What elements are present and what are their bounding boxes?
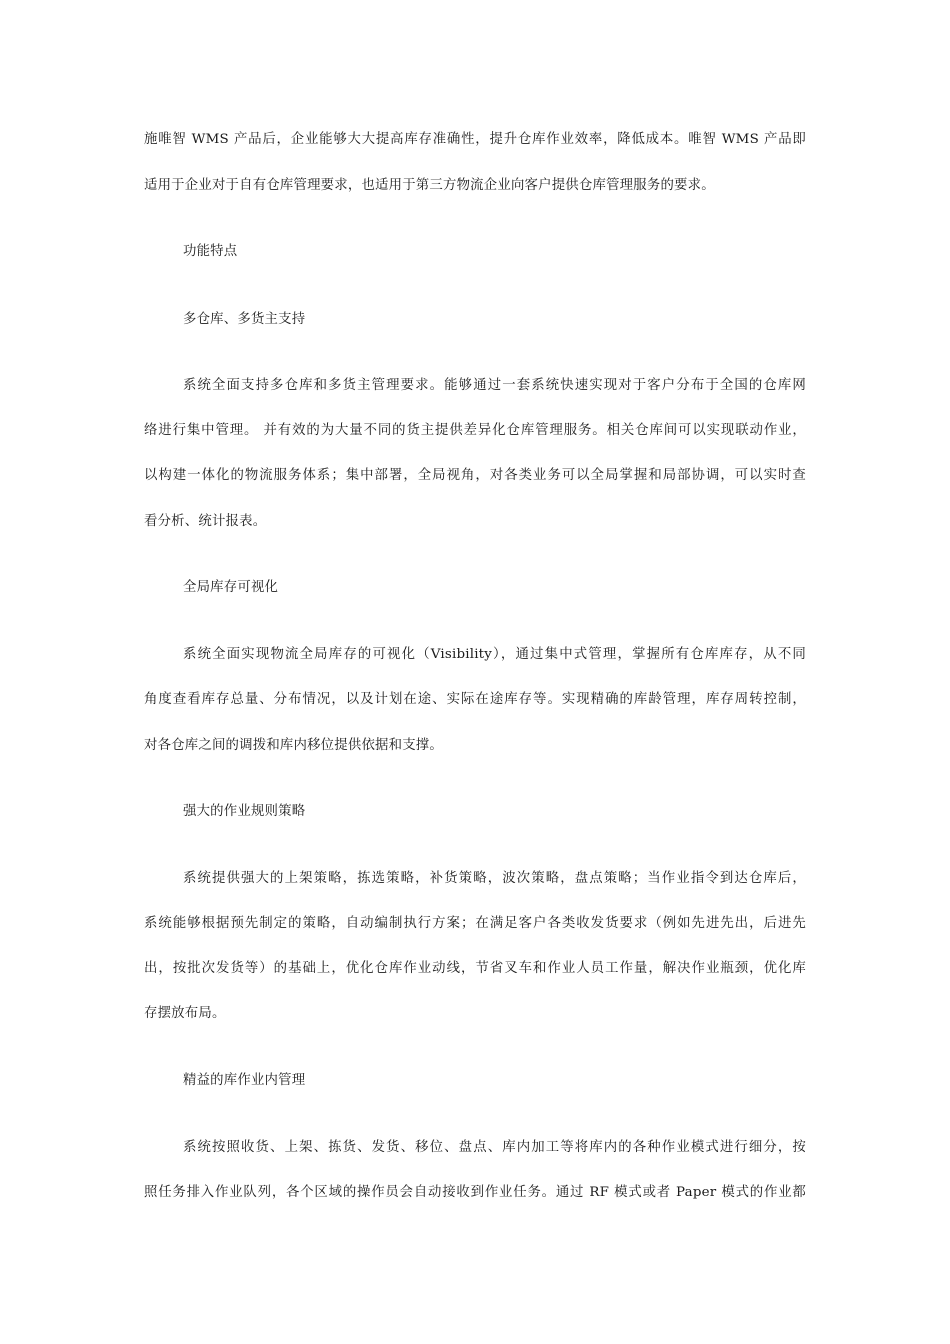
section-1-line-1: 系统全面支持多仓库和多货主管理要求。能够通过一套系统快速实现对于客户分布于全国的仓库网 bbox=[183, 378, 806, 393]
intro-line-1: 施唯智 WMS 产品后，企业能够大大提高库存准确性，提升仓库作业效率，降低成本。唯智 WMS 产品即 bbox=[144, 132, 806, 147]
section-1-line-3: 以构建一体化的物流服务体系；集中部署，全局视角，对各类业务可以全局掌握和局部协调，可以实时查 bbox=[144, 468, 806, 483]
intro-line-2: 适用于企业对于自有仓库管理要求，也适用于第三方物流企业向客户提供仓库管理服务的要求。 bbox=[144, 178, 715, 193]
section-2-line-2: 角度查看库存总量、分布情况，以及计划在途、实际在途库存等。实现精确的库龄管理，库存周转控制， bbox=[144, 692, 806, 707]
features-heading: 功能特点 bbox=[183, 244, 238, 259]
section-heading-rule-strategy: 强大的作业规则策略 bbox=[183, 804, 306, 819]
section-2-line-1: 系统全面实现物流全局库存的可视化（Visibility），通过集中式管理，掌握所有仓库库存，从不同 bbox=[183, 647, 806, 662]
section-4-line-1: 系统按照收货、上架、拣货、发货、移位、盘点、库内加工等将库内的各种作业模式进行细分，按 bbox=[183, 1140, 806, 1155]
section-heading-inventory-visibility: 全局库存可视化 bbox=[183, 580, 279, 595]
section-4-line-2: 照任务排入作业队列，各个区域的操作员会自动接收到作业任务。通过 RF 模式或者 Paper 模式的作业都 bbox=[144, 1185, 806, 1200]
section-3-line-3: 出，按批次发货等）的基础上，优化仓库作业动线，节省叉车和作业人员工作量，解决作业瓶颈，优化库 bbox=[144, 961, 806, 976]
section-3-line-1: 系统提供强大的上架策略，拣选策略，补货策略，波次策略，盘点策略；当作业指令到达仓库后， bbox=[183, 871, 806, 886]
section-heading-multi-warehouse: 多仓库、多货主支持 bbox=[183, 312, 306, 327]
section-2-line-3: 对各仓库之间的调拨和库内移位提供依据和支撑。 bbox=[144, 738, 443, 753]
section-heading-lean-operations: 精益的库作业内管理 bbox=[183, 1073, 306, 1088]
section-1-line-2: 络进行集中管理。 并有效的为大量不同的货主提供差异化仓库管理服务。相关仓库间可以实现联动作业， bbox=[144, 423, 806, 438]
section-1-line-4: 看分析、统计报表。 bbox=[144, 514, 267, 529]
section-3-line-4: 存摆放布局。 bbox=[144, 1006, 226, 1021]
section-3-line-2: 系统能够根据预先制定的策略，自动编制执行方案；在满足客户各类收发货要求（例如先进先出，后进先 bbox=[144, 916, 806, 931]
